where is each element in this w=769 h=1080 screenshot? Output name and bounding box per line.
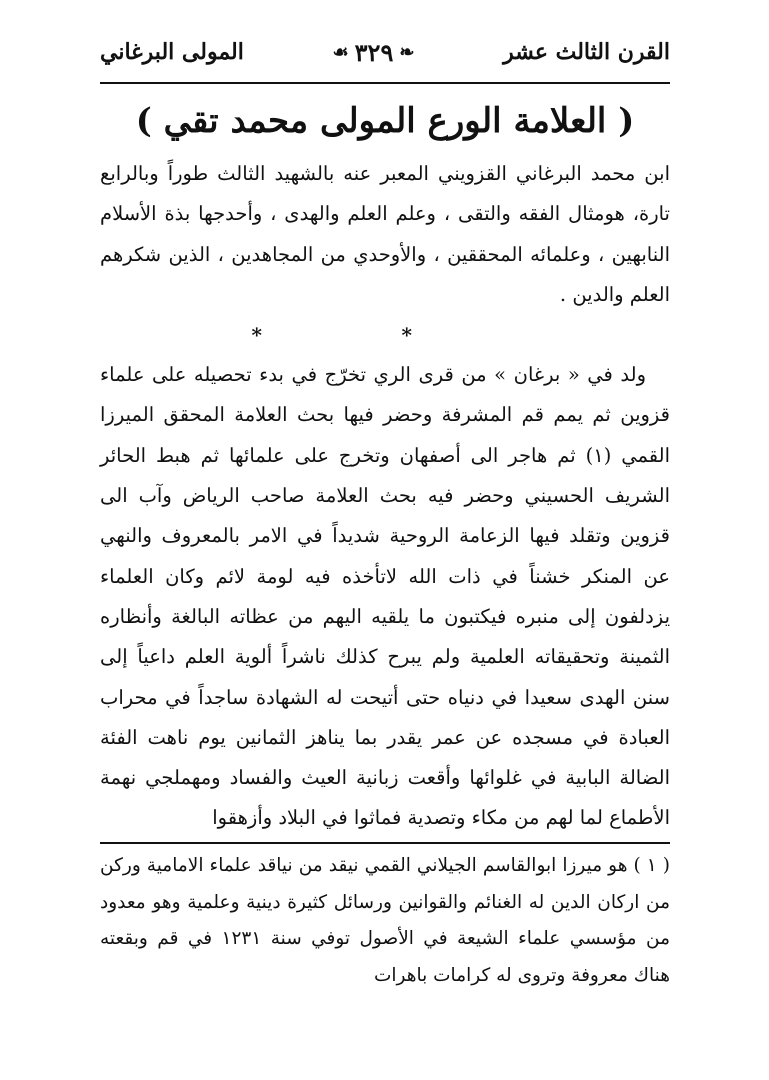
footnote-rule [100,842,670,844]
body-text [100,154,670,839]
header-subject: المولى البرغاني [100,39,244,65]
entry-title: ( العلامة الورع المولى محمد تقي ) [135,101,635,141]
running-header [100,30,670,74]
separator-star: * [251,323,262,348]
header-rule [100,82,670,84]
ornament-left-icon: ☙ [332,41,349,63]
intro-paragraph: ابن محمد البرغاني القزويني المعبر عنه بالشهيد الثالث طوراً وبالرابع تارة، هومثال الفقه والتقى ، وعلم العلم والهدى ، وأحدجها بذة الأسلام النابهين ، وعلمائه المحققين ، والأوحدي من المجاهدين ، الذين شكرهم العلم والدين . [100,162,670,306]
footnote [100,848,670,994]
biography-paragraph: ولد في « برغان » من قرى الري تخرّج في بدء تحصيله على علماء قزوين ثم يمم قم المشرفة وحضر فيها بحث العلامة المحقق الميرزا القمي (١) ثم هاجر الى أصفهان وتخرج على علمائها ثم هبط الحائر الشريف الحسيني وحضر فيه بحث العلامة صاحب الرياض وآب الى قزوين وتقلد فيها الزعامة الروحية شديداً في الامر بالمعروف والنهي عن المنكر خشناً في ذات الله لاتأخذه فيه لومة لائم وكان العلماء يزدلفون إلى منبره فيكتبون ما يلقيه اليهم من عظاته البالغة وأنظاره الثمينة وتحقيقاته العلمية ولم يبرح كذلك ناشراً ألوية العلم داعياً إلى سنن الهدى سعيدا في دنياه حتى أتيحت له الشهادة ساجداً في محراب العبادة في مسجده عن عمر يقدر بما يناهز الثمانين يوم ناهت الفئة الضالة البابية في غلوائها وأقعت زبانية العيث والفساد ومهملجي نهمة الأطماع لما لهم من مكاء وتصدية فماثوا في البلاد وأزهقوا [100,363,670,830]
footnote-text: ( ١ ) هو ميرزا ابوالقاسم الجيلاني القمي نيقد من نياقد علماء الامامية وركن من اركان الدين له الغنائم والقوانين ورسائل كثيرة دينية وعلمية وهو معدود من مؤسسي علماء الشيعة في الأصول توفي سنة ١٢٣١ في قم وبقعته هناك معروفة وتروى له كرامات باهرات [100,855,670,986]
page-number-group [333,38,415,67]
separator [100,315,670,355]
separator-star: * [401,323,412,348]
page-number: ٣٢٩ [354,37,394,67]
ornament-right-icon: ❧ [399,41,415,63]
header-century: القرن الثالث عشر [503,39,670,65]
